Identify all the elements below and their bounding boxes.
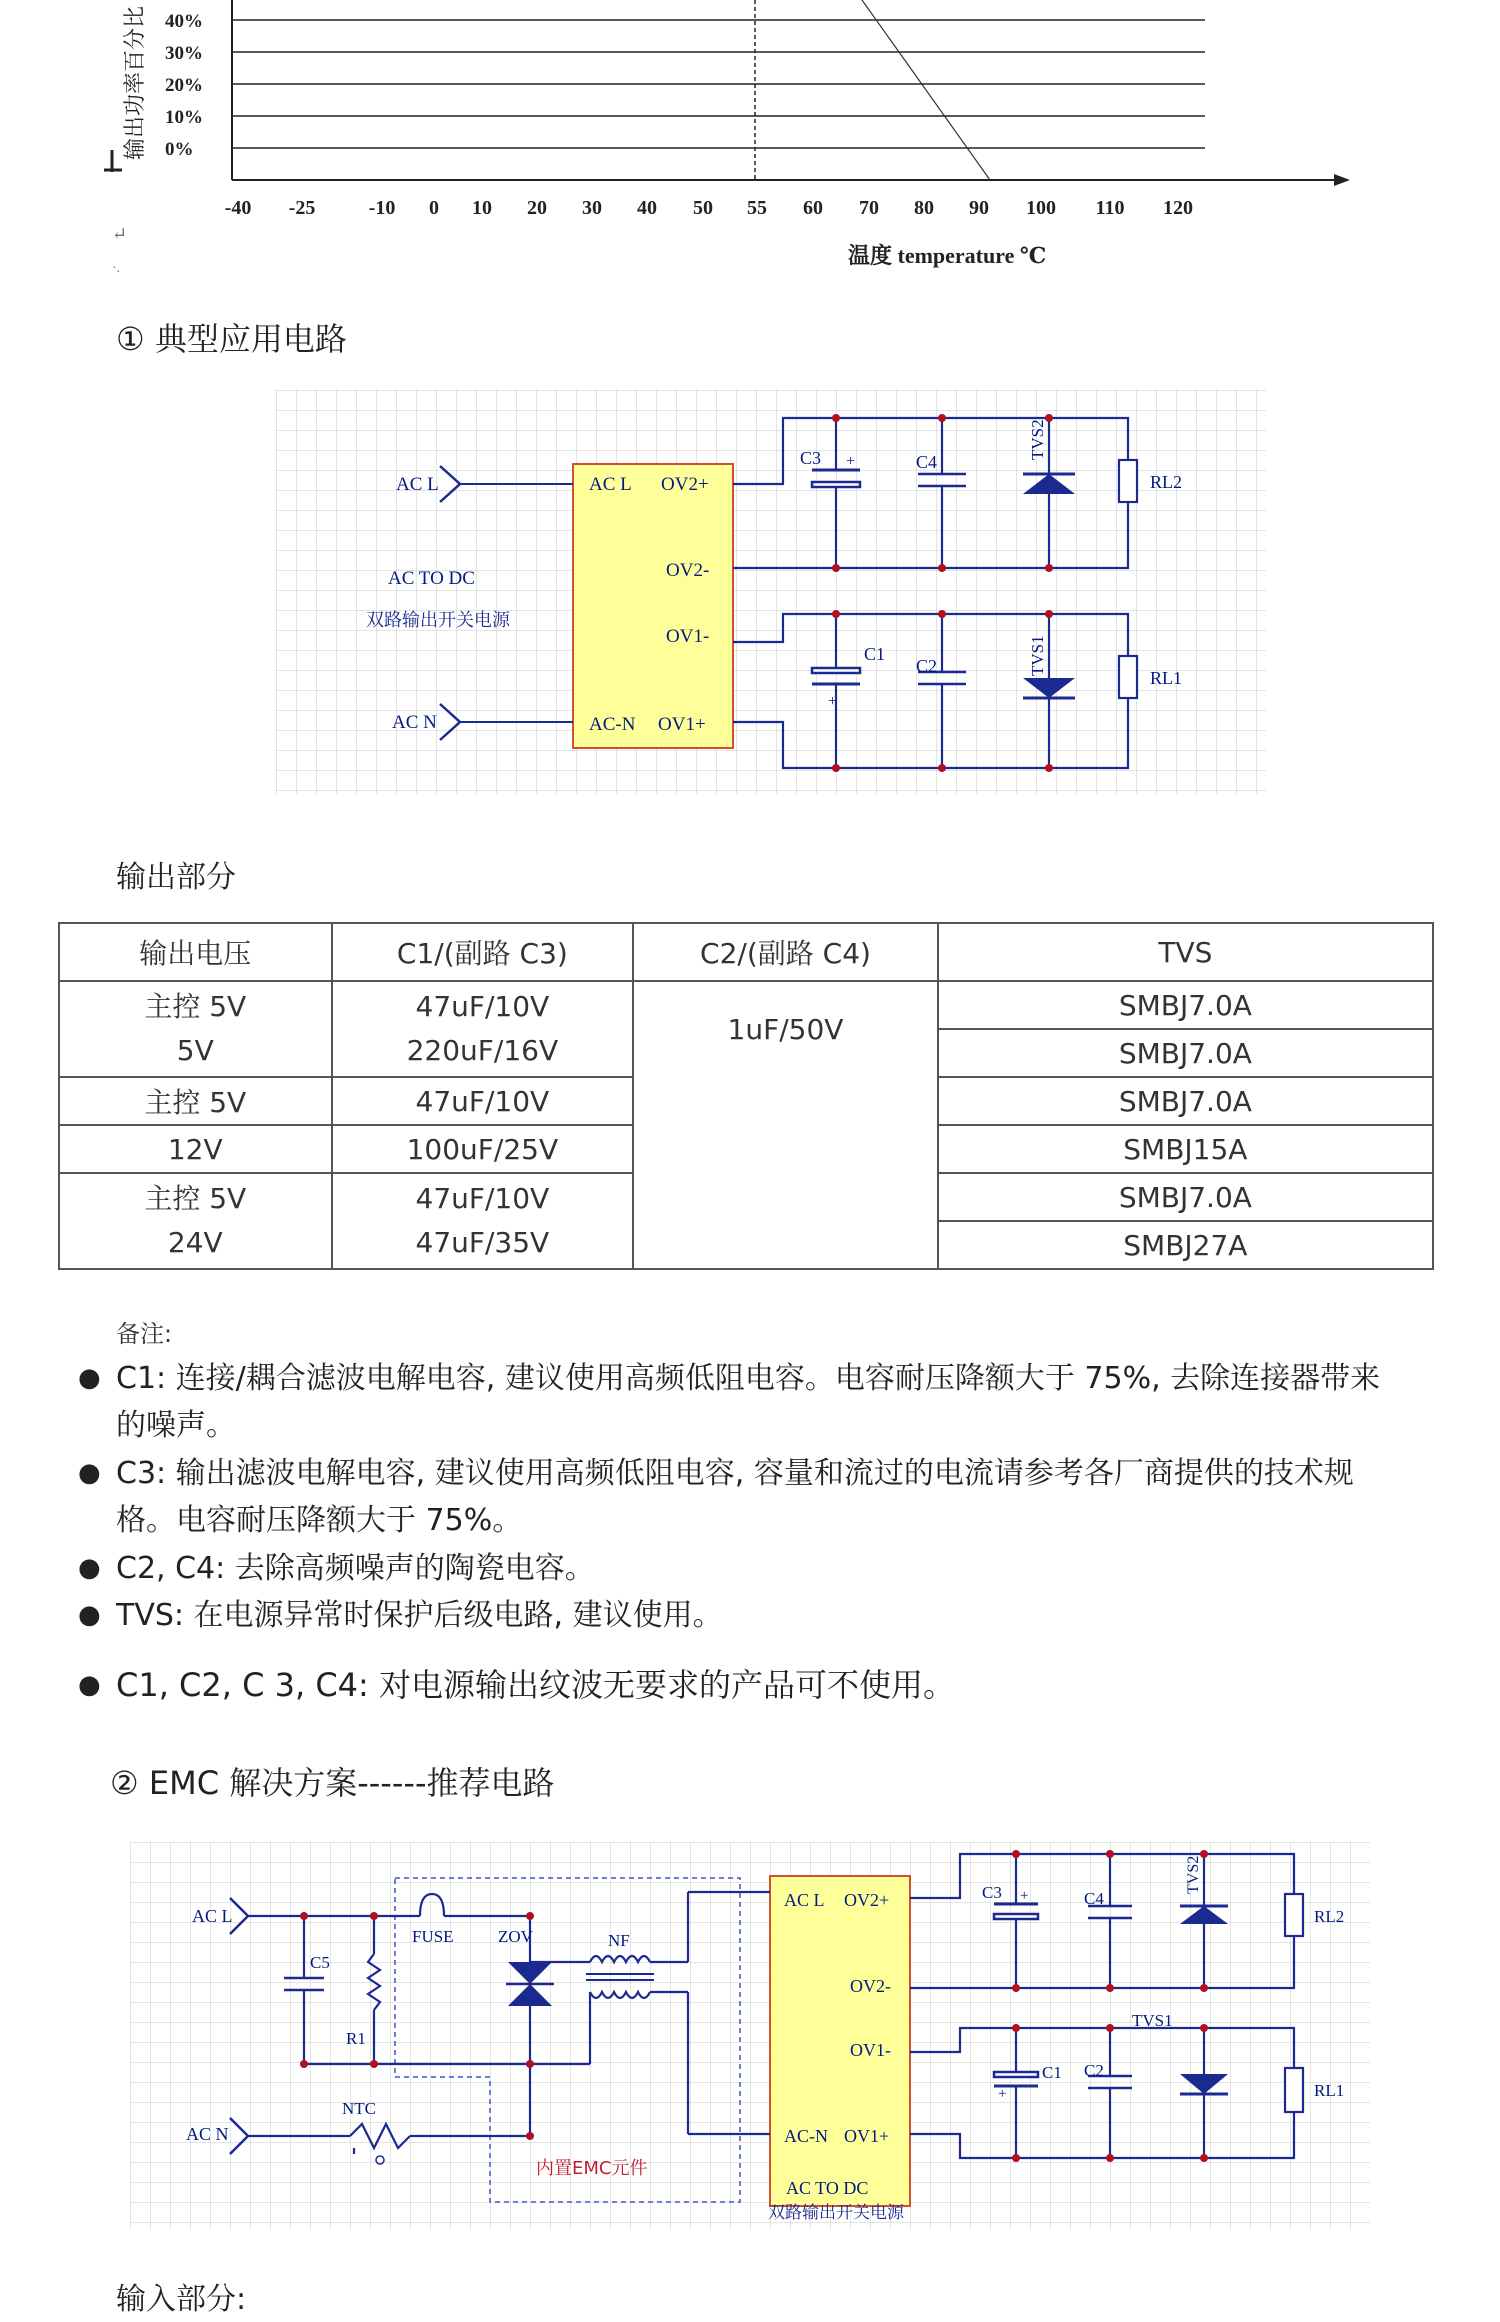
tvs1-label: TVS1 bbox=[1132, 2011, 1173, 2030]
x-tick: 110 bbox=[1095, 197, 1125, 219]
c1-label: C1 bbox=[1042, 2063, 1062, 2082]
tvs-cell: SMBJ15A bbox=[938, 1125, 1433, 1173]
note-item: ● C2, C4: 去除高频噪声的陶瓷电容。 bbox=[78, 1551, 595, 1586]
header-voltage: 输出电压 bbox=[59, 923, 332, 981]
tvs-cell: SMBJ7.0A bbox=[938, 1077, 1433, 1125]
y-tick: 20% bbox=[165, 75, 203, 96]
pin-ov2p: OV2+ bbox=[844, 1890, 890, 1910]
voltage-cell: 主控 5V 5V bbox=[59, 981, 332, 1077]
voltage-cell: 主控 5V bbox=[59, 1077, 332, 1125]
svg-text:+: + bbox=[998, 2086, 1007, 2102]
x-tick: 0 bbox=[429, 197, 439, 219]
pin-acn: AC-N bbox=[589, 714, 636, 735]
c2-label: C2 bbox=[916, 656, 938, 676]
x-tick: 60 bbox=[803, 197, 823, 219]
rl2-label: RL2 bbox=[1314, 1907, 1345, 1926]
x-axis-label: 温度 temperature ℃ bbox=[848, 243, 1047, 268]
module-subtitle: 双路输出开关电源 bbox=[366, 610, 510, 631]
input-acn: AC N bbox=[392, 712, 437, 733]
rl2-label: RL2 bbox=[1150, 472, 1183, 492]
tvs-cell: SMBJ7.0A bbox=[938, 1029, 1433, 1077]
voltage-cell: 主控 5V 24V bbox=[59, 1173, 332, 1269]
y-tick: 10% bbox=[165, 107, 203, 128]
typical-application-circuit bbox=[276, 390, 1266, 794]
table-row bbox=[59, 981, 1433, 1029]
x-tick: 20 bbox=[527, 197, 547, 219]
ntc-label: NTC bbox=[342, 2099, 376, 2118]
x-tick: 50 bbox=[693, 197, 713, 219]
c3-label: C3 bbox=[800, 448, 822, 468]
c2-cell: 1uF/50V bbox=[633, 981, 938, 1125]
tvs-cell: SMBJ7.0A bbox=[938, 1173, 1433, 1221]
svg-text:↵: ↵ bbox=[112, 224, 128, 244]
x-tick: 55 bbox=[747, 197, 767, 219]
tvs1-label: TVS1 bbox=[1028, 635, 1047, 676]
pin-acn: AC-N bbox=[784, 2126, 828, 2146]
x-tick: 80 bbox=[914, 197, 934, 219]
note-item: ● C3: 输出滤波电解电容, 建议使用高频低阻电容, 容量和流过的电流请参考各厂商提供的技术规格。电容耐压降额大于 75%。 bbox=[78, 1456, 1354, 1538]
zov-label: ZOV bbox=[498, 1927, 533, 1946]
x-tick: -25 bbox=[288, 197, 316, 219]
r1-label: R1 bbox=[346, 2029, 366, 2048]
pin-ov2p: OV2+ bbox=[661, 474, 709, 495]
pin-acl: AC L bbox=[589, 474, 632, 495]
tvs2-label: TVS2 bbox=[1185, 1855, 1202, 1894]
output-section-title: 输出部分 bbox=[116, 860, 236, 895]
note-item: ● C1: 连接/耦合滤波电解电容, 建议使用高频低阻电容。电容耐压降额大于 75%, 去除连接器带来的噪声。 bbox=[78, 1361, 1381, 1443]
pin-ov1p: OV1+ bbox=[844, 2126, 890, 2146]
svg-text:+: + bbox=[1020, 1888, 1029, 1904]
y-tick: 30% bbox=[165, 43, 203, 64]
fuse-label: FUSE bbox=[412, 1927, 454, 1946]
x-tick: 70 bbox=[859, 197, 879, 219]
header-c1: C1/(副路 C3) bbox=[332, 923, 634, 981]
c4-label: C4 bbox=[1084, 1889, 1104, 1908]
c2-label: C2 bbox=[1084, 2061, 1104, 2080]
y-axis-label: 输出功率百分比 bbox=[122, 5, 147, 160]
c1-cell: 47uF/10V bbox=[332, 1077, 634, 1125]
svg-text:+: + bbox=[846, 453, 856, 470]
x-tick: 90 bbox=[969, 197, 989, 219]
notes-title: 备注: bbox=[116, 1320, 173, 1348]
c4-label: C4 bbox=[916, 452, 938, 472]
pin-ov2m: OV2- bbox=[666, 560, 710, 581]
input-acn: AC N bbox=[186, 2124, 229, 2144]
output-spec-table bbox=[58, 922, 1434, 1270]
tvs-cell: SMBJ27A bbox=[938, 1221, 1433, 1269]
rl1-label: RL1 bbox=[1150, 668, 1183, 688]
x-tick: -40 bbox=[224, 197, 252, 219]
pin-acl: AC L bbox=[784, 1890, 825, 1910]
module-title: AC TO DC bbox=[786, 2178, 869, 2198]
x-tick: 40 bbox=[637, 197, 657, 219]
derating-chart bbox=[0, 0, 1500, 280]
tvs2-label: TVS2 bbox=[1028, 419, 1047, 460]
input-acl: AC L bbox=[396, 474, 439, 495]
tvs-cell: SMBJ7.0A bbox=[938, 981, 1433, 1029]
y-tick: 0% bbox=[165, 139, 194, 160]
emc-box-label: 内置EMC元件 bbox=[536, 2158, 648, 2179]
module-subtitle: 双路输出开关电源 bbox=[768, 2203, 904, 2223]
voltage-cell: 12V bbox=[59, 1125, 332, 1173]
c2-cell-empty bbox=[633, 1125, 938, 1269]
table-row bbox=[59, 1125, 1433, 1173]
x-tick: 100 bbox=[1026, 197, 1056, 219]
x-ticks bbox=[225, 197, 1193, 219]
svg-text:+: + bbox=[828, 693, 838, 710]
module-title: AC TO DC bbox=[388, 568, 475, 589]
table-header-row bbox=[59, 923, 1433, 981]
section1-heading: ① 典型应用电路 bbox=[116, 320, 347, 358]
nf-label: NF bbox=[608, 1931, 630, 1950]
pin-ov1p: OV1+ bbox=[658, 714, 706, 735]
y-tick: 40% bbox=[165, 11, 203, 32]
c5-label: C5 bbox=[310, 1953, 330, 1972]
x-tick: 120 bbox=[1163, 197, 1193, 219]
svg-text:·.: ·. bbox=[112, 261, 121, 276]
header-c2: C2/(副路 C4) bbox=[633, 923, 938, 981]
note-item: ● TVS: 在电源异常时保护后级电路, 建议使用。 bbox=[78, 1598, 723, 1633]
c1-cell: 47uF/10V 47uF/35V bbox=[332, 1173, 634, 1269]
input-acl: AC L bbox=[192, 1906, 233, 1926]
header-tvs: TVS bbox=[938, 923, 1433, 981]
c1-label: C1 bbox=[864, 644, 886, 664]
x-tick: 30 bbox=[582, 197, 602, 219]
c3-label: C3 bbox=[982, 1883, 1002, 1902]
c1-cell: 100uF/25V bbox=[332, 1125, 634, 1173]
section2-heading: ② EMC 解决方案------推荐电路 bbox=[110, 1764, 555, 1802]
c1-cell: 47uF/10V 220uF/16V bbox=[332, 981, 634, 1077]
pin-ov1m: OV1- bbox=[666, 626, 710, 647]
x-tick: -10 bbox=[368, 197, 396, 219]
emc-recommended-circuit bbox=[130, 1842, 1370, 2230]
rl1-label: RL1 bbox=[1314, 2081, 1345, 2100]
x-tick: 10 bbox=[472, 197, 492, 219]
note-item: ● C1, C2, C 3, C4: 对电源输出纹波无要求的产品可不使用。 bbox=[78, 1666, 955, 1704]
pin-ov1m: OV1- bbox=[850, 2040, 891, 2060]
input-section-title: 输入部分: bbox=[116, 2282, 247, 2317]
pin-ov2m: OV2- bbox=[850, 1976, 891, 1996]
